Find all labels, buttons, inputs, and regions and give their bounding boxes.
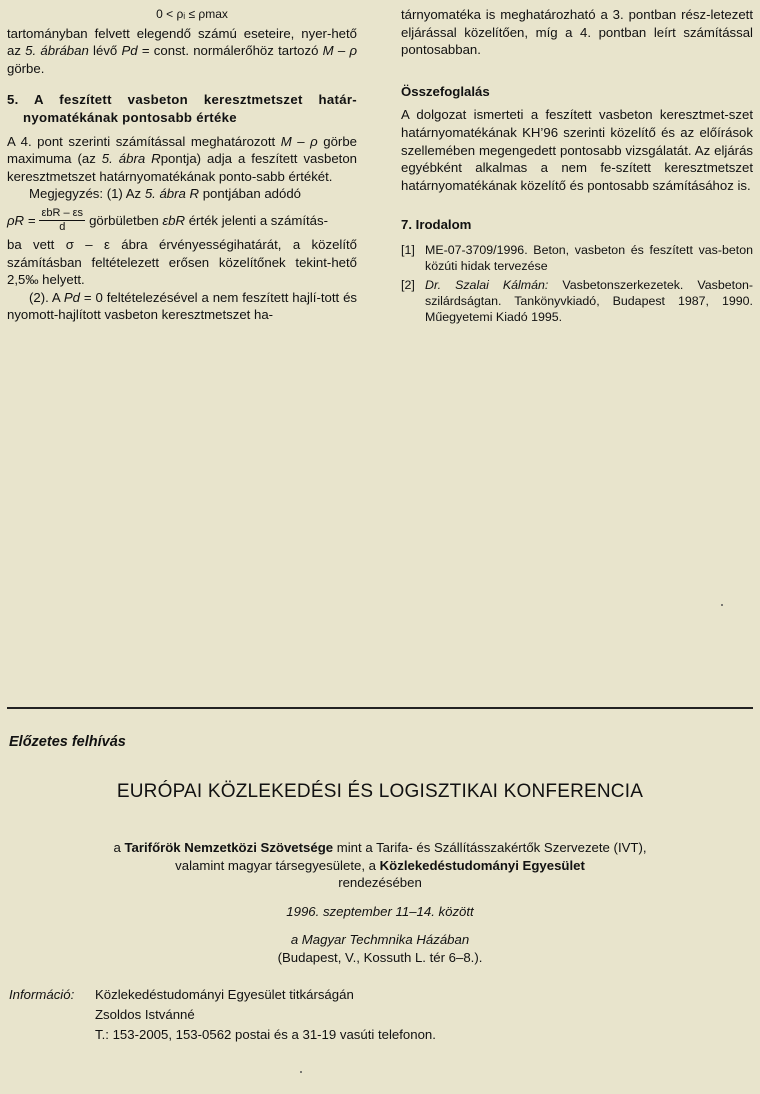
right-column (401, 6, 753, 328)
reference-item: [1] ME-07-3709/1996. Beton, vasbeton és feszített vas-beton közúti hidak tervezése (401, 242, 753, 273)
literature-heading: 7. Irodalom (401, 217, 472, 233)
venue: a Magyar Techmnika Házában (Budapest, V., Kossuth L. tér 6–8.). (277, 932, 483, 965)
info-line: Közlekedéstudományi Egyesület titkárságán (95, 987, 354, 1002)
conference-title: EURÓPAI KÖZLEKEDÉSI ÉS LOGISZTIKAI KONFERENCIA (116, 781, 644, 802)
paragraph-4: (2). A Pd = 0 feltételezésével a nem feszített hajlí-tott és nyomott-hajlított vasbeton keresztmetszet ha- (7, 289, 357, 323)
info-label: Információ: (9, 987, 75, 1002)
paragraph-right-1: tárnyomatéka is meghatározható a 3. pontban rész-letezett eljárással közelítően, míg a 4. pontban leírt számítással pontosabban. (401, 7, 753, 58)
organizers: a Tarifőrök Nemzetközi Szövetsége mint a Tarifa- és Szállításszakértők Szervezete (IVT), valamint magyar társegyesülete, a Közlekedéstudományi Egyesület rendezésében (113, 840, 647, 890)
summary-text: A dolgozat ismerteti a feszített vasbeton keresztmet-szet határnyomatékának KH’96 szerinti közelítő és az előírások szellemében megengedett pontosabb vizsgálatát. Az eljárás egyébként alkalmas a nem fe-szített keresztmetszet határnyomatékának közelítő és pontosabb számításához is. (401, 107, 753, 193)
paragraph-1: tartományban felvett elegendő számú eseteire, nyer-hető az 5. ábrában lévő Pd = const. normálerőhöz tartozó M – ρ görbe. (7, 25, 358, 76)
info-line: T.: 153-2005, 153-0562 postai és a 31-19 vasúti telefonon. (95, 1027, 436, 1042)
section-5-heading: 5. A feszített vasbeton keresztmetszet határ-nyomatékának pontosabb értéke (7, 92, 357, 125)
scan-speck (721, 604, 723, 606)
fraction: $\frac{\text{εbR – εs}}{d}$ (41, 206, 84, 233)
paragraph-3-cont: ba vett σ – ε ábra érvényességihatárát, a közelítő számításban feltételezett erősen közelítőnek tekint-hető 2,5‰ helyett. (7, 236, 357, 288)
reference-list (401, 242, 753, 325)
curvature-formula: ρR = $\frac{\text{εbR – εs}}{d}$ görbületben εbR érték jelenti a számítás- (7, 206, 328, 233)
summary-heading: Összefoglalás (401, 83, 490, 99)
paragraph-2: A 4. pont szerinti számítással meghatározott M – ρ görbe maximuma (az 5. ábra Rpontja) adja a feszített vasbeton keresztmetszet határnyomatékának ponto-sabb értékét. (7, 133, 357, 184)
equation-range: 0 < ρᵢ ≤ ρmax (156, 7, 228, 21)
horizontal-rule (7, 707, 753, 709)
info-line: Zsoldos Istvánné (95, 1007, 195, 1022)
scan-speck (300, 1071, 302, 1073)
conference-date: 1996. szeptember 11–14. között (286, 904, 474, 919)
contact-info (9, 985, 436, 1045)
left-column (7, 6, 357, 324)
announcement-heading: Előzetes felhívás (9, 734, 126, 750)
reference-item: [2] Dr. Szalai Kálmán: Vasbetonszerkezetek. Vasbeton-szilárdságtan. Tankönyvkiadó, Budapest 1987, 1990. Műegyetemi Kiadó 1995. (401, 277, 753, 324)
paragraph-3: Megjegyzés: (1) Az 5. ábra R pontjában adódó (29, 186, 301, 202)
